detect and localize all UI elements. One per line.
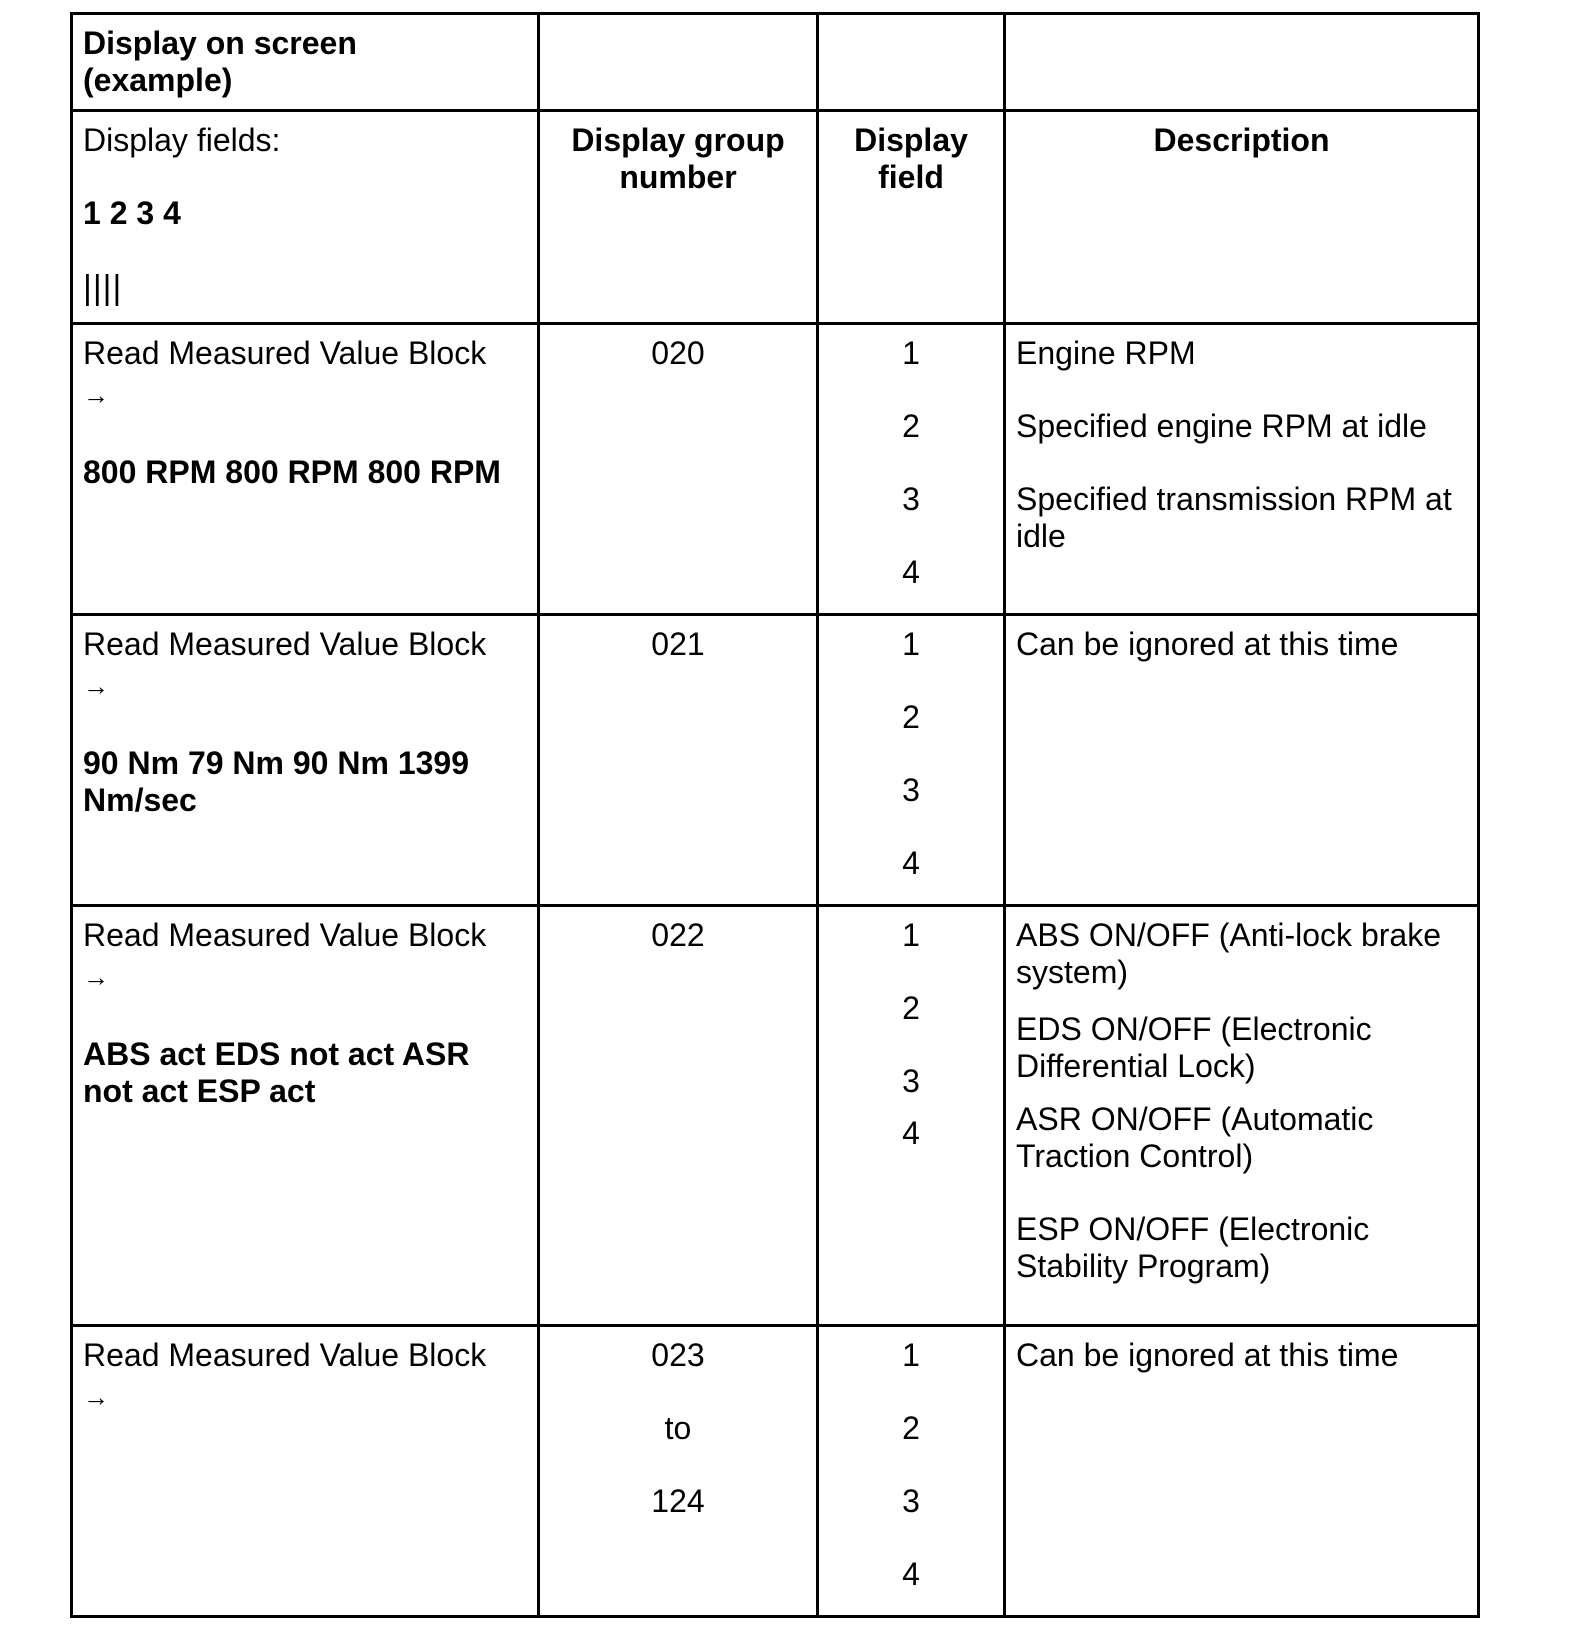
field-number: 4: [902, 1115, 920, 1151]
column-header-row: [72, 111, 1479, 324]
field-number: 2: [902, 699, 920, 735]
field-number: 1: [902, 1337, 920, 1373]
arrow-icon: →: [83, 1382, 109, 1412]
description-text: ABS ON/OFF (Anti-lock brake system): [1016, 917, 1441, 990]
screen-display-cell: [72, 906, 539, 1326]
field-number: 4: [902, 554, 920, 590]
field-number: 1: [902, 335, 920, 371]
column-header-display-field-line-2: field: [878, 159, 944, 195]
title-line-2: (example): [83, 62, 233, 98]
display-field-cell: [818, 906, 1005, 1326]
description-cell: [1005, 615, 1479, 906]
field-number: 3: [902, 481, 920, 517]
description-text: Engine RPM: [1016, 335, 1196, 371]
description-text: Specified engine RPM at idle: [1016, 408, 1427, 444]
field-number: 2: [902, 1410, 920, 1446]
group-number: 022: [651, 917, 705, 953]
arrow-icon: →: [83, 380, 109, 410]
empty-header-cell: [1005, 14, 1479, 111]
display-fields-bars: ||||: [83, 269, 123, 307]
title-line-1: Display on screen: [83, 25, 357, 61]
display-field-cell: [818, 324, 1005, 615]
table-row: [72, 615, 1479, 906]
column-header-description-label: Description: [1153, 122, 1330, 158]
group-number-cell: [539, 324, 818, 615]
column-header-display-field: [818, 111, 1005, 324]
column-header-group-number: [539, 111, 818, 324]
arrow-icon: →: [83, 671, 109, 701]
description-cell: [1005, 1326, 1479, 1617]
group-number: 021: [651, 626, 705, 662]
field-number: 2: [902, 990, 920, 1026]
group-number: 020: [651, 335, 705, 371]
group-number-cell: [539, 615, 818, 906]
field-number: 4: [902, 1556, 920, 1592]
group-number-cell: [539, 1326, 818, 1617]
column-header-display-field-line-1: Display: [854, 122, 968, 158]
field-number: 4: [902, 845, 920, 881]
description-text: Specified transmission RPM at idle: [1016, 481, 1452, 554]
description-text: EDS ON/OFF (Electronic Differential Lock): [1016, 1011, 1372, 1084]
display-fields-numbers: 1 2 3 4: [83, 195, 181, 231]
field-number: 1: [902, 917, 920, 953]
table-row: [72, 324, 1479, 615]
display-fields-label: Display fields:: [83, 122, 281, 158]
block-label: Read Measured Value Block: [83, 626, 487, 662]
table-row: [72, 1326, 1479, 1617]
group-number: 124: [651, 1483, 705, 1519]
display-fields-cell: [72, 111, 539, 324]
block-label: Read Measured Value Block: [83, 917, 487, 953]
description-text: Can be ignored at this time: [1016, 1337, 1399, 1373]
screen-display-cell: [72, 1326, 539, 1617]
field-number: 3: [902, 772, 920, 808]
empty-header-cell: [818, 14, 1005, 111]
table-row: [72, 906, 1479, 1326]
description-cell: [1005, 906, 1479, 1326]
measured-value-table: [70, 12, 1480, 1618]
screen-display-cell: [72, 615, 539, 906]
description-text: ESP ON/OFF (Electronic Stability Program): [1016, 1211, 1370, 1284]
display-values: 800 RPM 800 RPM 800 RPM: [83, 454, 501, 490]
arrow-icon: →: [83, 962, 109, 992]
display-values: not act ESP act: [83, 1073, 316, 1109]
field-number: 3: [902, 1063, 920, 1099]
display-values: ABS act EDS not act ASR: [83, 1036, 470, 1072]
column-header-group-number-line-2: number: [619, 159, 737, 195]
display-values: Nm/sec: [83, 782, 197, 818]
column-header-description: [1005, 111, 1479, 324]
group-number: to: [664, 1410, 692, 1446]
screen-display-cell: [72, 324, 539, 615]
column-header-group-number-line-1: Display group: [571, 122, 785, 158]
field-number: 2: [902, 408, 920, 444]
display-field-cell: [818, 615, 1005, 906]
display-field-cell: [818, 1326, 1005, 1617]
display-values: 90 Nm 79 Nm 90 Nm 1399: [83, 745, 469, 781]
field-number: 1: [902, 626, 920, 662]
table-title-row: [72, 14, 1479, 111]
group-number: 023: [651, 1337, 705, 1373]
description-cell: [1005, 324, 1479, 615]
block-label: Read Measured Value Block: [83, 1337, 487, 1373]
field-number: 3: [902, 1483, 920, 1519]
title-cell: [72, 14, 539, 111]
description-text: ASR ON/OFF (Automatic Traction Control): [1016, 1101, 1374, 1174]
description-text: Can be ignored at this time: [1016, 626, 1399, 662]
group-number-cell: [539, 906, 818, 1326]
empty-header-cell: [539, 14, 818, 111]
block-label: Read Measured Value Block: [83, 335, 487, 371]
